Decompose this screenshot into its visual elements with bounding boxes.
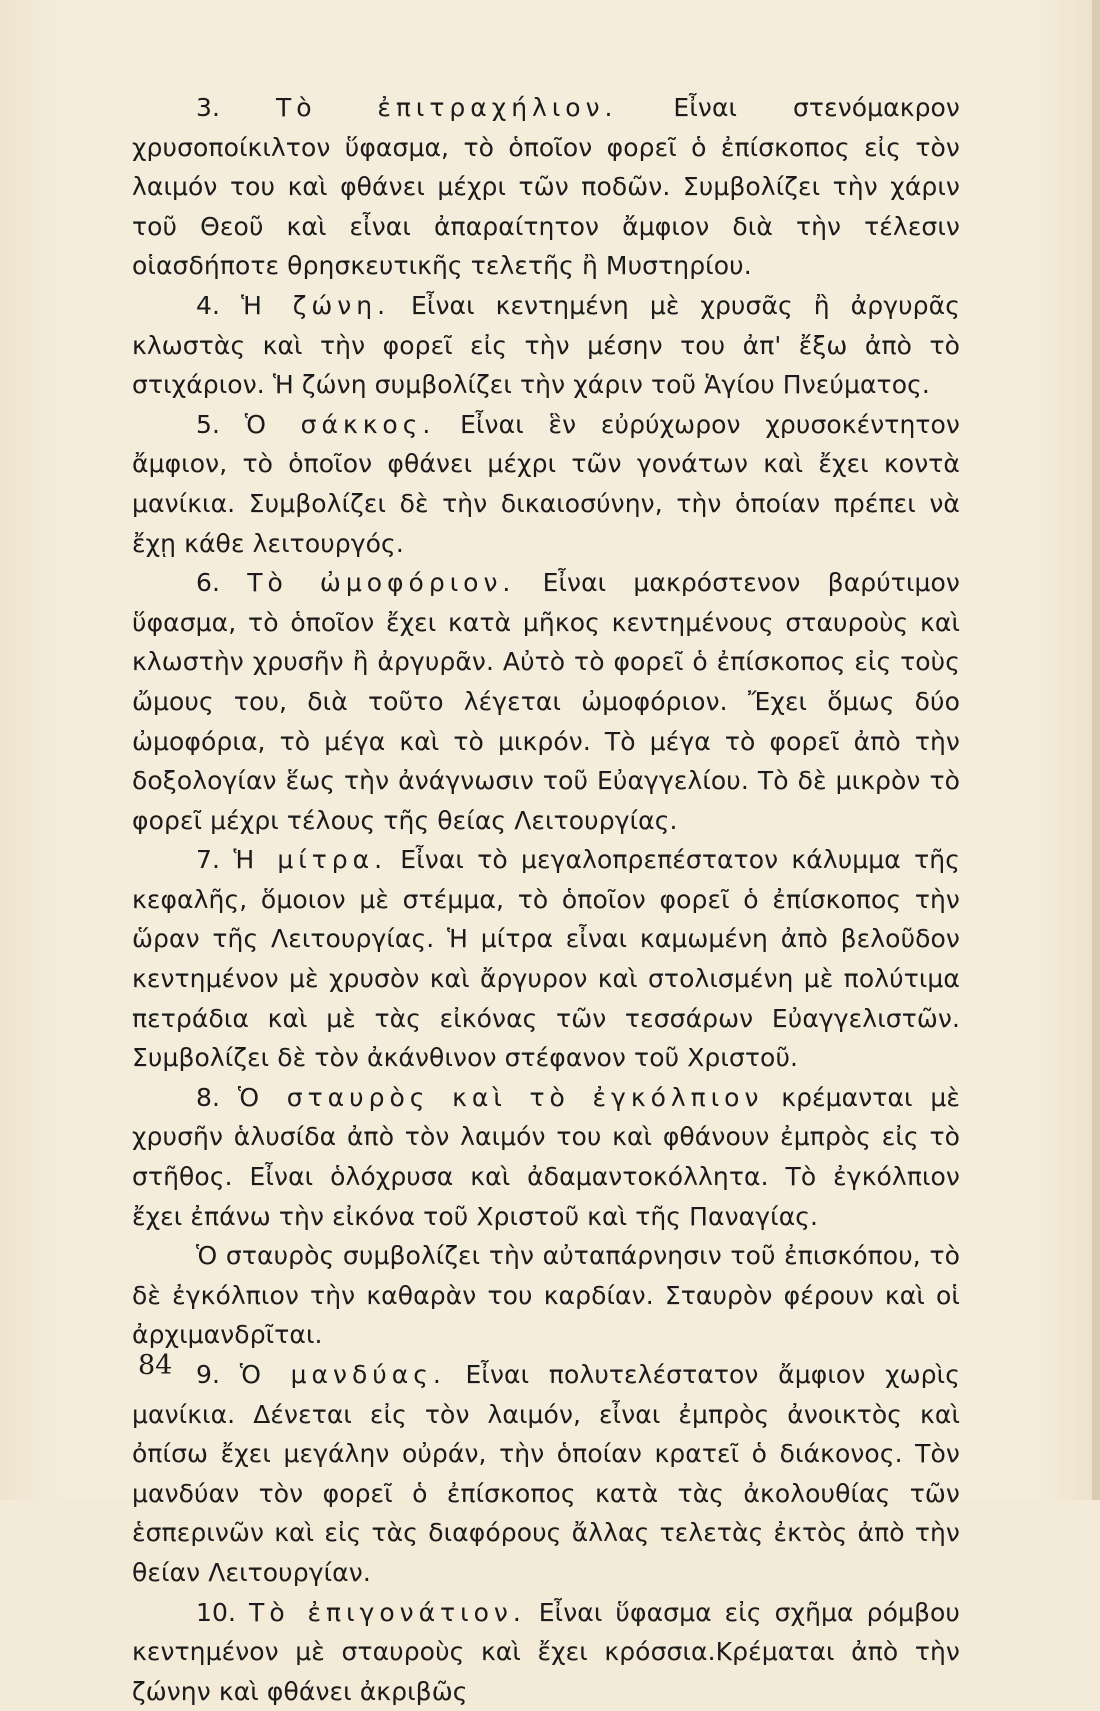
term-omoforion: Τὸ ὠμοφόριον. xyxy=(247,568,516,598)
paragraph-sakkos: 5. Ὁ σάκκος. Εἶναι ἓν εὐρύχωρον χρυσοκέντητον ἄμφιον, τὸ ὁποῖον φθάνει μέχρι τῶν γονάτων καὶ ἔχει κοντὰ μανίκια. Συμβολίζει δὲ τὴν δικαιοσύνην, τὴν ὁποίαν πρέπει νὰ ἔχῃ κάθε λειτουργός. xyxy=(132,409,960,558)
paragraph-epitrachilion: 3. Τὸ ἐπιτραχήλιον. Εἶναι στενόμακρον χρυσοποίκιλτον ὕφασμα, τὸ ὁποῖον φορεῖ ὁ ἐπίσκοπος εἰς τὸν λαιμόν του καὶ φθάνει μέχρι τῶν ποδῶν. Συμβολίζει τὴν χάριν τοῦ Θεοῦ καὶ εἶναι ἀπαραίτητον ἄμφιον διὰ τὴν τέλεσιν οἱασδήποτε θρησκευτικῆς τελετῆς ἢ Μυστηρίου. xyxy=(132,93,960,281)
term-sakkos: Ὁ σάκκος. xyxy=(244,409,436,439)
body-text xyxy=(132,88,960,1711)
paragraph-omoforion: 6. Τὸ ὠμοφόριον. Εἶναι μακρόστενον βαρύτιμον ὕφασμα, τὸ ὁποῖον ἔχει κατὰ μῆκος κεντημένους σταυροὺς καὶ κλωστὴν χρυσῆν ἢ ἀργυρᾶν. Αὐτὸ τὸ φορεῖ ὁ ἐπίσκοπος εἰς τοὺς ὤμους του, διὰ τοῦτο λέγεται ὠμοφόριον. Ἔχει ὅμως δύο ὠμοφόρια, τὸ μέγα καὶ τὸ μικρόν. Τὸ μέγα τὸ φορεῖ ἀπὸ τὴν δοξολογίαν ἕως τὴν ἀνάγνωσιν τοῦ Εὐαγγελίου. Τὸ δὲ μικρὸν τὸ φορεῖ μέχρι τέλους τῆς θείας Λειτουργίας. xyxy=(132,568,960,835)
term-stavros-egkolpion: Ὁ σταυρὸς καὶ τὸ ἐγκόλπιον xyxy=(237,1082,764,1112)
paragraph-zoni: 4. Ἡ ζώνη. Εἶναι κεντημένη μὲ χρυσᾶς ἢ ἀργυρᾶς κλωστὰς καὶ τὴν φορεῖ εἰς τὴν μέσην του ἀπ' ἔξω ἀπὸ τὸ στιχάριον. Ἡ ζώνη συμβολίζει τὴν χάριν τοῦ Ἁγίου Πνεύματος. xyxy=(132,290,960,400)
paragraph-epigonation: 10. Τὸ ἐπιγονάτιον. Εἶναι ὕφασμα εἰς σχῆμα ρόμβου κεντημένον μὲ σταυροὺς καὶ ἔχει κρόσσια.Κρέμαται ἀπὸ τὴν ζώνην καὶ φθάνει ἀκριβῶς xyxy=(132,1597,960,1706)
paragraph-mandyas: 9. Ὁ μανδύας. Εἶναι πολυτελέστατον ἄμφιον χωρὶς μανίκια. Δένεται εἰς τὸν λαιμόν, εἶναι ἐμπρὸς ἀνοικτὸς καὶ ὀπίσω ἔχει μεγάλην οὐράν, τὴν ὁποίαν κρατεῖ ὁ διάκονος. Τὸν μανδύαν τὸν φορεῖ ὁ ἐπίσκοπος κατὰ τὰς ἀκολουθίας τῶν ἑσπερινῶν καὶ εἰς τὰς διαφόρους ἄλλας τελετὰς ἐκτὸς ἀπὸ τὴν θείαν Λειτουργίαν. xyxy=(132,1360,960,1587)
term-epitrachilion: Τὸ ἐπιτραχήλιον. xyxy=(275,93,618,122)
term-mitra: Ἡ μίτρα. xyxy=(233,845,388,875)
term-mandyas: Ὁ μανδύας. xyxy=(239,1360,446,1389)
page-edge xyxy=(1092,0,1100,1500)
paragraph-stavros-symbolism: Ὁ σταυρὸς συμβολίζει τὴν αὐταπάρνησιν τοῦ ἐπισκόπου, τὸ δὲ ἐγκόλπιον τὴν καθαρὰν του καρδίαν. Σταυρὸν φέρουν καὶ οἱ ἀρχιμανδρῖται. xyxy=(132,1241,960,1350)
paragraph-stavros-egkolpion: 8. Ὁ σταυρὸς καὶ τὸ ἐγκόλπιον κρέμανται μὲ χρυσῆν ἁλυσίδα ἀπὸ τὸν λαιμόν του καὶ φθάνουν ἐμπρὸς εἰς τὸ στῆθος. Εἶναι ὁλόχρυσα καὶ ἀδαμαντοκόλλητα. Τὸ ἐγκόλπιον ἔχει ἐπάνω τὴν εἰκόνα τοῦ Χριστοῦ καὶ τῆς Παναγίας. xyxy=(132,1082,960,1231)
term-epigonation: Τὸ ἐπιγονάτιον. xyxy=(249,1597,526,1627)
page-number: 84 xyxy=(138,1350,173,1381)
term-zoni: Ἡ ζώνη. xyxy=(241,290,391,320)
paragraph-mitra: 7. Ἡ μίτρα. Εἶναι τὸ μεγαλοπρεπέστατον κάλυμμα τῆς κεφαλῆς, ὅμοιον μὲ στέμμα, τὸ ὁποῖον φορεῖ ὁ ἐπίσκοπος τὴν ὥραν τῆς Λειτουργίας. Ἡ μίτρα εἶναι καμωμένη ἀπὸ βελοῦδον κεντημένον μὲ χρυσὸν καὶ ἄργυρον καὶ στολισμένη μὲ πολύτιμα πετράδια καὶ μὲ τὰς εἰκόνας τῶν τεσσάρων Εὐαγγελιστῶν. Συμβολίζει δὲ τὸν ἀκάνθινον στέφανον τοῦ Χριστοῦ. xyxy=(132,845,960,1073)
